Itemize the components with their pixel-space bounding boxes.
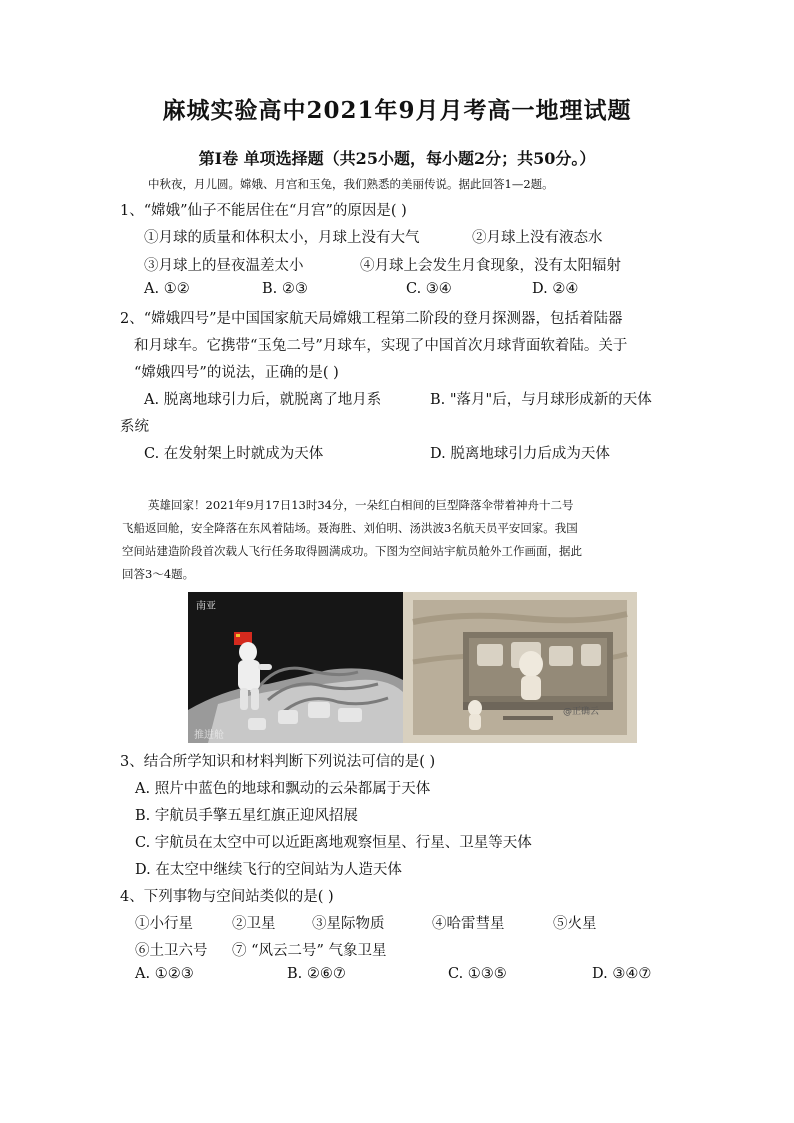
photo-left-drawing [188, 592, 403, 743]
material-line4: 回答3～4题。 [122, 567, 195, 581]
q1-option-d: D. ②④ [532, 281, 579, 297]
q4-item-2: ②卫星 [232, 916, 276, 932]
q4-item-4: ④哈雷彗星 [432, 916, 505, 932]
q1-option-c: C. ③④ [406, 281, 452, 297]
exam-title: 麻城实验高中2021年9月月考高一地理试题 [162, 97, 632, 124]
q4-stem: 4、下列事物与空间站类似的是( ) [120, 889, 334, 905]
q1-statement-1: ①月球的质量和体积太小，月球上没有大气 [144, 230, 420, 246]
material-line3: 空间站建造阶段首次载人飞行任务取得圆满成功。下图为空间站宇航员舱外工作画面，据此 [122, 544, 582, 558]
q1-statement-4: ④月球上会发生月食现象，没有太阳辐射 [360, 258, 621, 274]
q2-option-c: C. 在发射架上时就成为天体 [144, 446, 324, 462]
q3-option-c: C. 宇航员在太空中可以近距离地观察恒星、行星、卫星等天体 [135, 835, 532, 851]
q4-item-1: ①小行星 [135, 916, 193, 932]
q3-stem: 3、结合所学知识和材料判断下列说法可信的是( ) [120, 754, 436, 770]
q1-statement-3: ③月球上的昼夜温差太小 [144, 258, 304, 274]
q4-item-6: ⑥土卫六号 [135, 943, 208, 959]
q2-option-b-cont: 系统 [120, 419, 149, 435]
q1-option-a: A. ①② [144, 281, 190, 297]
photo-right-drawing [403, 592, 637, 743]
q1-statement-2: ②月球上没有液态水 [472, 230, 603, 246]
q4-item-7: ⑦ “风云二号” 气象卫星 [232, 943, 387, 959]
q3-option-d: D. 在太空中继续飞行的空间站为人造天体 [135, 862, 402, 878]
q4-item-3: ③星际物质 [312, 916, 385, 932]
q4-option-d: D. ③④⑦ [592, 966, 652, 982]
material-line1: 英雄回家！2021年9月17日13时34分，一朵红白相间的巨型降落伞带着神舟十二号 [148, 498, 574, 512]
section-heading: 第Ⅰ卷 单项选择题（共25小题，每小题2分；共50分。） [198, 149, 596, 168]
q3-option-b: B. 宇航员手擎五星红旗正迎风招展 [135, 808, 358, 824]
q4-option-a: A. ①②③ [135, 966, 194, 982]
q1-option-b: B. ②③ [262, 281, 308, 297]
photo-astronaut-with-flag [188, 592, 403, 743]
q2-option-d: D. 脱离地球引力后成为天体 [430, 446, 610, 462]
photo-space-station [403, 592, 637, 743]
q2-stem-line3: “嫦娥四号”的说法，正确的是( ) [134, 365, 339, 381]
q2-stem-line2: 和月球车。它携带“玉兔二号”月球车，实现了中国首次月球背面软着陆。关于 [134, 338, 628, 354]
q4-item-5: ⑤火星 [553, 916, 597, 932]
q1-stem: 1、“嫦娥”仙子不能居住在“月宫”的原因是( ) [120, 203, 407, 219]
material-line2: 飞船返回舱，安全降落在东风着陆场。聂海胜、刘伯明、汤洪波3名航天员平安回家。我国 [122, 521, 578, 535]
q2-option-b: B. "落月"后，与月球形成新的天体 [430, 392, 652, 408]
intro-text: 中秋夜，月儿圆。嫦娥、月宫和玉兔，我们熟悉的美丽传说。据此回答1—2题。 [148, 177, 554, 191]
q4-option-b: B. ②⑥⑦ [287, 966, 346, 982]
photo-left-top-label: 南亚 [196, 601, 216, 612]
q3-option-a: A. 照片中蓝色的地球和飘动的云朵都属于天体 [135, 781, 431, 797]
q2-stem-line1: 2、“嫦娥四号”是中国国家航天局嫦娥工程第二阶段的登月探测器，包括着陆器 [120, 311, 623, 327]
q4-option-c: C. ①③⑤ [448, 966, 507, 982]
photo-left-bottom-label: 推进舱 [194, 730, 224, 741]
q2-option-a: A. 脱离地球引力后，就脱离了地月系 [144, 392, 382, 408]
spacewalk-photos [188, 592, 637, 743]
photo-right-credit: @正确云 [563, 707, 600, 717]
